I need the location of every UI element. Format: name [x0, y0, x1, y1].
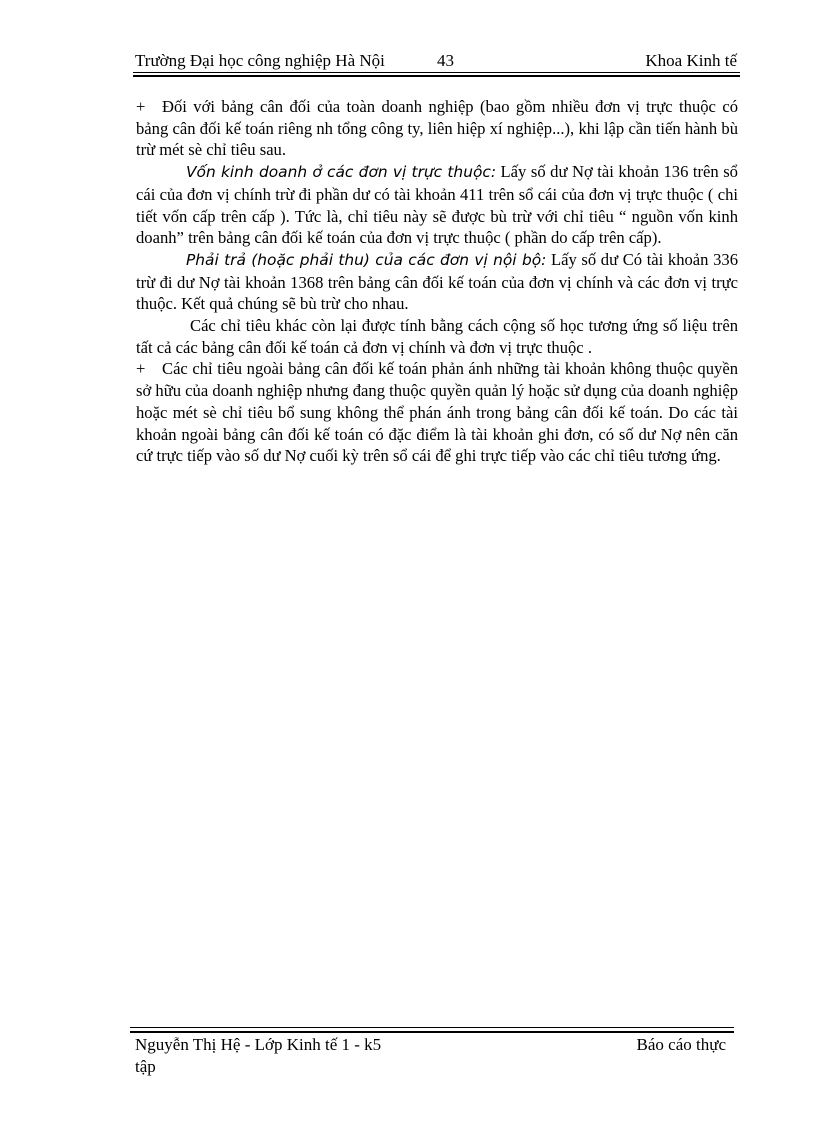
paragraph-consolidated	[136, 96, 738, 161]
paragraph-other-items: Các chỉ tiêu khác còn lại được tính bằng cách cộng số học tương ứng số liệu trên tất cả các bảng cân đối kế toán cả đơn vị chính và đơn vị trực thuộc .	[136, 316, 738, 357]
document-body	[136, 96, 738, 467]
footer-report-title-cont: tập	[135, 1057, 156, 1076]
paragraph-capital-text: Lấy số dư Nợ tài khoản 136 trên sổ cái của đơn vị chính trừ đi phần dư có tài khoản 411 trên sổ cái của đơn vị trực thuộc ( chi tiết vốn cấp trên cấp ). Tức là, chỉ tiêu này sẽ được bù trừ với chỉ tiêu “ nguồn vốn kinh doanh” trên bảng cân đối kế toán của đơn vị trực thuộc ( phần do cấp trên cấp).	[136, 162, 738, 248]
paragraph-capital-label: Vốn kinh doanh ở các đơn vị trực thuộc:	[186, 163, 497, 182]
paragraph-internal-label: Phải trả (hoặc phải thu) của các đơn vị nội bộ:	[186, 250, 547, 269]
footer-report-title: Báo cáo thực	[636, 1035, 726, 1054]
paragraph-off-balance-text: Các chỉ tiêu ngoài bảng cân đối kế toán phản ánh những tài khoản không thuộc quyền sở hữu của doanh nghiệp nhưng đang thuộc quyền quản lý hoặc sử dụng của doanh nghiệp hoặc mét sè chỉ tiêu bổ sung không thể phán ánh trong bảng cân đối kế toán. Do các tài khoản ngoài bảng cân đối kế toán có đặc điểm là tài khoản ghi đơn, có số dư Nợ nên căn cứ trực tiếp vào số dư Nợ cuối kỳ trên sổ cái để ghi trực tiếp vào các chỉ tiêu tương ứng.	[136, 359, 738, 466]
bullet-plus: +	[136, 97, 146, 116]
school-name: Trường Đại học công nghiệp Hà Nội	[135, 51, 385, 70]
paragraph-internal-text: Lấy số dư Có tài khoản 336 trừ đi dư Nợ tài khoản 1368 trên bảng cân đối kế toán của đơn vị chính và các đơn vị trực thuộc. Kết quả chúng sẽ bù trừ cho nhau.	[136, 249, 738, 314]
bullet-plus: +	[136, 359, 146, 379]
page-number: 43	[437, 51, 454, 70]
paragraph-capital	[136, 161, 738, 249]
footer-divider	[130, 1027, 734, 1028]
page-header	[135, 50, 740, 72]
paragraph-off-balance	[136, 358, 738, 467]
paragraph-consolidated-text: Đối với bảng cân đối của toàn doanh nghiệp (bao gồm nhiều đơn vị trực thuộc có bảng cân đối kế toán riêng nh tổng công ty, liên hiệp xí nghiệp...), khi lập cần tiến hành bù trừ mét sè chỉ tiêu sau.	[136, 97, 738, 160]
paragraph-internal	[136, 249, 738, 315]
header-divider-thick	[133, 75, 740, 77]
footer-divider-thick	[130, 1031, 734, 1033]
footer-author: Nguyễn Thị Hệ - Lớp Kinh tế 1 - k5	[135, 1035, 382, 1054]
faculty-name: Khoa Kinh tế	[645, 51, 737, 70]
header-divider	[133, 72, 740, 73]
